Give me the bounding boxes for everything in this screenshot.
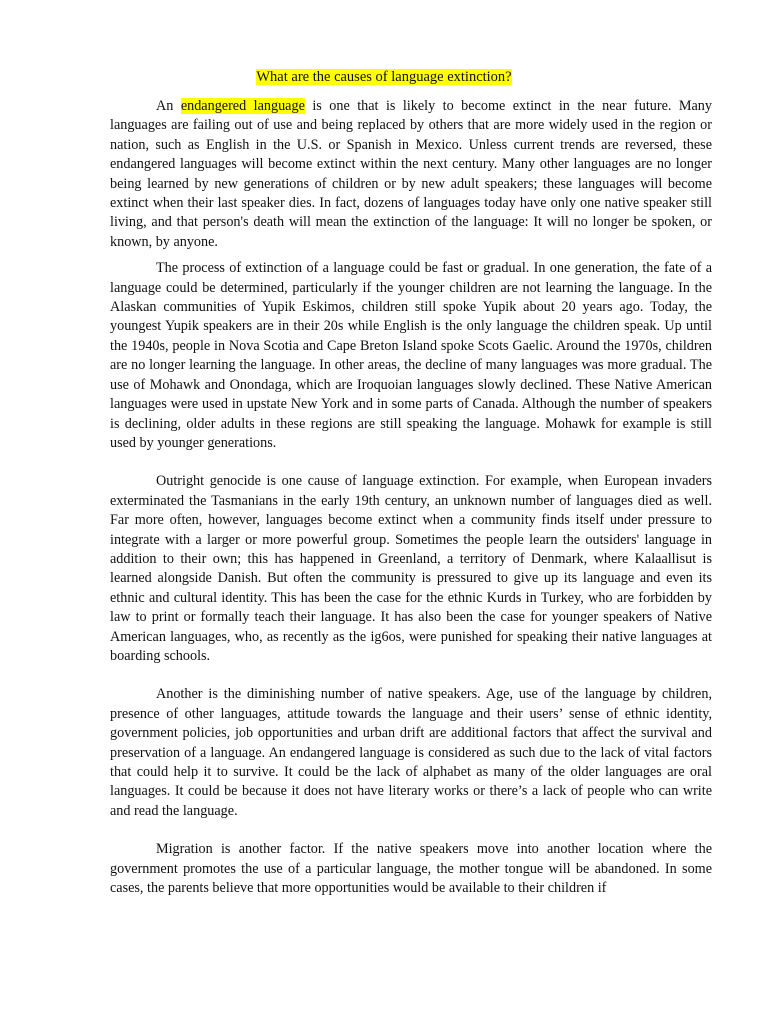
paragraph-1 xyxy=(110,97,712,252)
paragraph-2: The process of extinction of a language could be fast or gradual. In one generation, the fate of a language could be determined, particularly if the younger children are not learning the language. In the Alaskan communities of Yupik Eskimos, children still spoke Yupik about 20 years ago. Today, the youngest Yupik speakers are in their 20s while English is the only language the children speak. Up until the 1940s, people in Nova Scotia and Cape Breton Island spoke Scots Gaelic. Around the 1970s, children are no longer learning the language. In other areas, the decline of many languages was more gradual. The use of Mohawk and Onondaga, which are Iroquoian languages slowly declined. These Native American languages were used in upstate New York and in some parts of Canada. Although the number of speakers is declining, older adults in these regions are still speaking the language. Mohawk for example is still used by younger generations. xyxy=(110,260,712,451)
highlighted-term: endangered language xyxy=(180,98,305,114)
paragraph-1-rest: is one that is likely to become extinct in the near future. Many languages are failing out of use and being replaced by others that are more widely used in the region or nation, such as English in the U.S. or Spanish in Mexico. Unless current trends are reversed, these endangered languages will become extinct within the next century. Many other languages are no longer being learned by new generations of children or by new adult speakers; these languages will become extinct when their last speaker dies. In fact, dozens of languages today have only one native speaker still living, and that person's death will mean the extinction of the language: It will no longer be spoken, or known, by anyone. xyxy=(110,98,712,250)
paragraph-3: Outright genocide is one cause of language extinction. For example, when European invaders exterminated the Tasmanians in the early 19th century, an unknown number of languages died as well. Far more often, however, languages become extinct when a community finds itself under pressure to integrate with a larger or more powerful group. Sometimes the people learn the outsiders' language in addition to their own; this has happened in Greenland, a territory of Denmark, where Kalaallisut is learned alongside Danish. But often the community is pressured to give up its language and even its ethnic and cultural identity. This has been the case for the ethnic Kurds in Turkey, who are forbidden by law to print or formally teach their language. It has also been the case for younger speakers of Native American languages, who, as recently as the ig6os, were punished for speaking their native languages at boarding schools. xyxy=(110,473,712,664)
document-body xyxy=(110,97,712,917)
title-highlight: What are the causes of language extinction? xyxy=(256,69,512,85)
paragraph-1-lead: An xyxy=(156,98,181,114)
paragraph-4: Another is the diminishing number of native speakers. Age, use of the language by children, presence of other languages, attitude towards the language and their users’ sense of ethnic identity, government policies, job opportunities and urban drift are additional factors that affect the survival and preservation of a language. An endangered language is considered as such due to the lack of vital factors that could help it to survive. It could be the lack of alphabet as many of the older languages are oral languages. It could be because it does not have literary works or there’s a lack of people who can write and read the language. xyxy=(110,686,712,819)
page-title xyxy=(0,67,768,87)
paragraph-5: Migration is another factor. If the native speakers move into another location where the government promotes the use of a particular language, the mother tongue will be abandoned. In some cases, the parents believe that more opportunities would be available to their children if xyxy=(110,841,712,897)
